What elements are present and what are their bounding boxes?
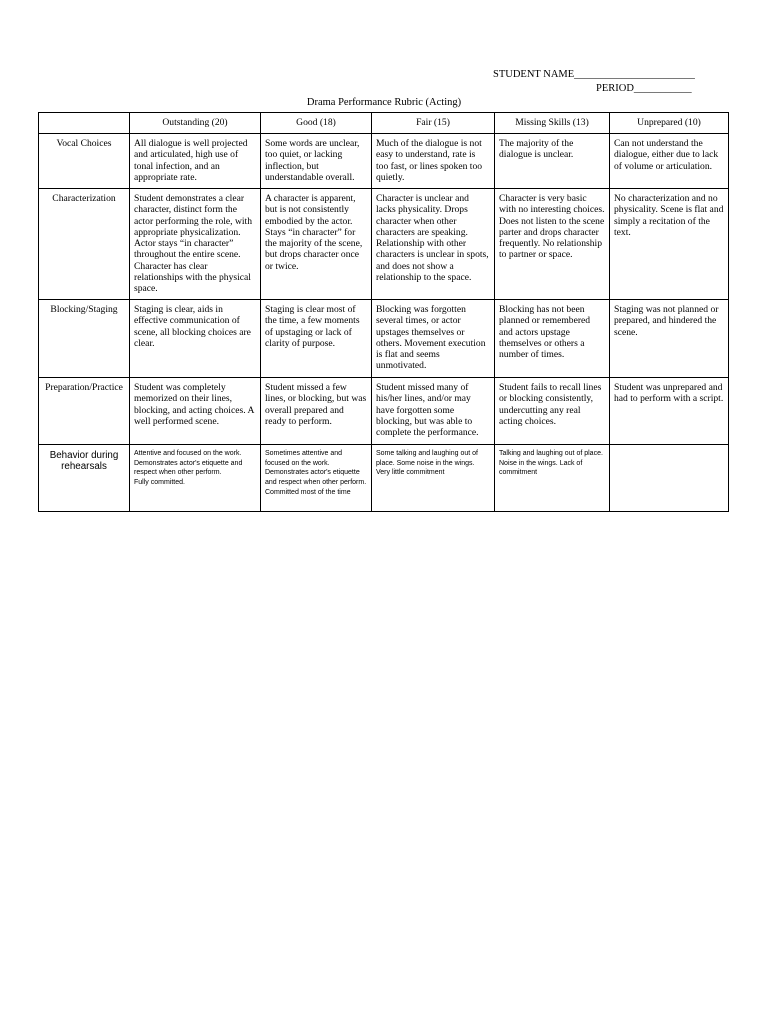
row-label-behavior-during-rehearsals: Behavior during rehearsals xyxy=(39,445,130,512)
row-label-vocal-choices: Vocal Choices xyxy=(39,134,130,189)
table-cell-empty xyxy=(610,445,729,512)
table-cell: Can not understand the dialogue, either due to lack of volume or articulation. xyxy=(610,134,729,189)
period-field: PERIOD___________ xyxy=(596,83,692,94)
table-row xyxy=(39,189,729,300)
table-cell: Blocking was forgotten several times, or actor upstages themselves or others. Movement execution is flat and seems unmotivated. xyxy=(372,300,495,378)
row-label-characterization: Characterization xyxy=(39,189,130,300)
table-cell: Character is unclear and lacks physicality. Drops character when other characters are speaking. Relationship with other characters is unclear in spots, and does not show a relationship to the space. xyxy=(372,189,495,300)
header-cell-missing-skills: Missing Skills (13) xyxy=(495,113,610,134)
rubric-title: Drama Performance Rubric (Acting) xyxy=(306,97,462,108)
rubric-table xyxy=(38,112,729,512)
table-cell: Student missed many of his/her lines, and/or may have forgotten some blocking, but was able to complete the performance. xyxy=(372,378,495,445)
table-row xyxy=(39,300,729,378)
table-cell xyxy=(130,445,261,512)
table-row xyxy=(39,134,729,189)
table-cell: Character is very basic with no interesting choices. Does not listen to the scene parter and drops character frequently. No relationship to partner or space. xyxy=(495,189,610,300)
table-cell: Blocking has not been planned or remembered and actors upstage themselves or others a number of times. xyxy=(495,300,610,378)
table-cell: Staging is clear most of the time, a few moments of upstaging or lack of clarity of purpose. xyxy=(261,300,372,378)
table-cell: Student was completely memorized on their lines, blocking, and acting choices. A well performed scene. xyxy=(130,378,261,445)
table-cell: Some talking and laughing out of place. Some noise in the wings. Very little commitment xyxy=(372,445,495,512)
header-cell-unprepared: Unprepared (10) xyxy=(610,113,729,134)
table-row xyxy=(39,378,729,445)
cell-text: Sometimes attentive and focused on the work. Demonstrates actor's etiquette and respect when other perform. Committed most of the time xyxy=(265,450,367,496)
table-cell: Student demonstrates a clear character, distinct form the actor performing the role, with appropriate physicalization. Actor stays “in character” throughout the entire scene. Character has clear relationships with the physical space. xyxy=(130,189,261,300)
table-cell: Some words are unclear, too quiet, or lacking inflection, but understandable overall. xyxy=(261,134,372,189)
table-cell: All dialogue is well projected and articulated, high use of tonal infection, and an appropriate rate. xyxy=(130,134,261,189)
table-cell: Talking and laughing out of place. Noise in the wings. Lack of commitment xyxy=(495,445,610,512)
table-cell: Student fails to recall lines or blocking consistently, undercutting any real acting choices. xyxy=(495,378,610,445)
table-header-row xyxy=(39,113,729,134)
student-name-field: STUDENT NAME_______________________ xyxy=(493,69,695,80)
header-cell-outstanding: Outstanding (20) xyxy=(130,113,261,134)
cell-text: Attentive and focused on the work. Demonstrates actor's etiquette and respect when other perform. Fully committed. xyxy=(134,450,243,487)
table-cell: A character is apparent, but is not consistently embodied by the actor. Stays “in character” for the majority of the scene, but drops character once or twice. xyxy=(261,189,372,300)
header-cell-good: Good (18) xyxy=(261,113,372,134)
table-cell: The majority of the dialogue is unclear. xyxy=(495,134,610,189)
table-cell: Staging is clear, aids in effective communication of scene, all blocking choices are clear. xyxy=(130,300,261,378)
header-cell-empty xyxy=(39,113,130,134)
table-row xyxy=(39,445,729,512)
table-cell: Staging was not planned or prepared, and hindered the scene. xyxy=(610,300,729,378)
row-label-preparation-practice: Preparation/Practice xyxy=(39,378,130,445)
table-cell: Student missed a few lines, or blocking, but was overall prepared and ready to perform. xyxy=(261,378,372,445)
table-cell xyxy=(261,445,372,512)
table-cell: Student was unprepared and had to perform with a script. xyxy=(610,378,729,445)
row-label-blocking-staging: Blocking/Staging xyxy=(39,300,130,378)
table-cell: Much of the dialogue is not easy to understand, rate is too fast, or lines spoken too quietly. xyxy=(372,134,495,189)
header-cell-fair: Fair (15) xyxy=(372,113,495,134)
table-cell: No characterization and no physicality. Scene is flat and simply a recitation of the text. xyxy=(610,189,729,300)
